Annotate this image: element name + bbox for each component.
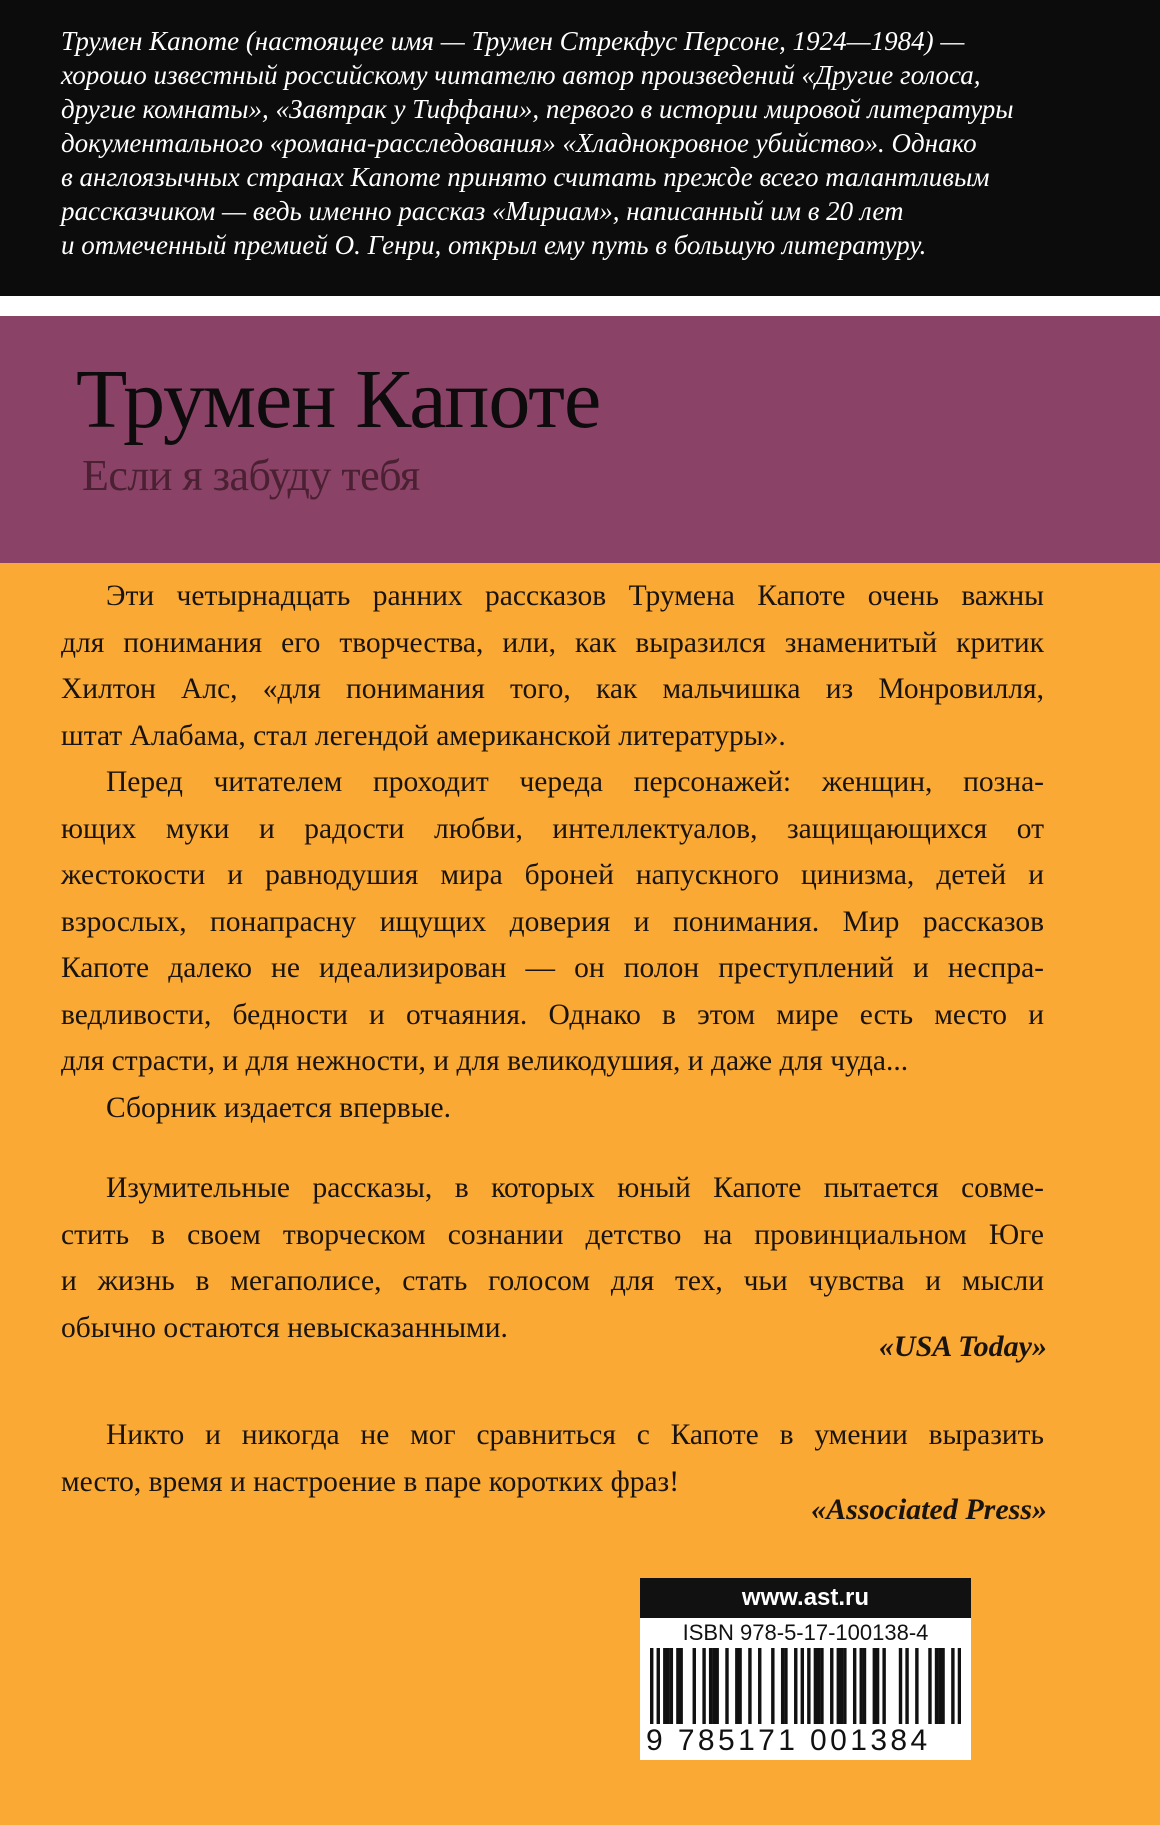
bio-line: хорошо известный российскому читателю автор произведений «Другие голоса, [61, 60, 981, 90]
quote-text [61, 1412, 1044, 1505]
bio-line: рассказчиком — ведь именно рассказ «Мириам», написанный им в 20 лет [61, 196, 904, 226]
barcode-bar [670, 1648, 673, 1726]
barcode-bar [938, 1648, 941, 1726]
description-paragraph [61, 759, 1044, 1085]
barcode-bar [873, 1648, 876, 1726]
barcode-bar [748, 1648, 751, 1726]
barcode-bar [843, 1648, 846, 1726]
barcode-bar [860, 1648, 863, 1726]
barcode-bar [709, 1648, 712, 1726]
barcode-bar [837, 1648, 840, 1726]
text-line: Сборник издается впервые. [106, 1091, 451, 1124]
text-line: Эти четырнадцать ранних рассказов Трумена Капоте очень важны [106, 580, 1044, 612]
text-line: Перед читателем проходит череда персонажей: женщин, позна- [106, 766, 1044, 798]
barcode-bar [758, 1648, 761, 1726]
barcode-bar [693, 1648, 696, 1726]
barcode-bar [820, 1648, 823, 1726]
text-line: ющих муки и радости любви, интеллектуалов, защищающихся от [61, 812, 1044, 845]
book-description [61, 573, 1044, 1131]
barcode-bar [676, 1648, 679, 1726]
barcode-bar [863, 1648, 866, 1726]
isbn-label: ISBN 978-5-17-100138-4 [682, 1620, 929, 1645]
barcode-bar [817, 1648, 820, 1726]
barcode-bar [905, 1648, 908, 1726]
barcode-bar [712, 1648, 715, 1726]
description-paragraph [61, 573, 1044, 759]
barcode-bar [794, 1648, 797, 1726]
bio-line: Трумен Капоте (настоящее имя — Трумен Стрекфус Персоне, 1924—1984) — [61, 26, 965, 56]
review-quote [61, 1412, 1044, 1505]
divider-stripe [0, 296, 1160, 316]
barcode-bar [830, 1648, 833, 1726]
text-line: Изумительные рассказы, в которых юный Капоте пытается совме- [106, 1172, 1044, 1204]
text-line: и жизнь в мегаполисе, стать голосом для тех, чьи чувства и мысли [61, 1265, 1044, 1297]
text-line: ведливости, бедности и отчаяния. Однако в этом мире есть место и [61, 998, 1044, 1031]
barcode-digits: 9 785171 001384 [646, 1724, 964, 1758]
barcode-bar [702, 1648, 705, 1726]
barcode-bar [735, 1648, 738, 1726]
barcode-bar [781, 1648, 784, 1726]
barcode-bar [814, 1648, 817, 1726]
bio-band [0, 0, 1160, 296]
author-bio [61, 24, 1101, 262]
quote-source: «USA Today» [878, 1330, 1047, 1363]
publisher-website: www.ast.ru [640, 1578, 971, 1618]
text-line: для понимания его творчества, или, как выразился знаменитый критик [61, 626, 1044, 659]
barcode-bar [663, 1648, 666, 1726]
review-quote [61, 1165, 1044, 1351]
text-line: Никто и никогда не мог сравниться с Капоте в умении выразить [106, 1419, 1044, 1451]
barcode-bar [876, 1648, 879, 1726]
barcode-bar [715, 1648, 718, 1726]
text-line: для страсти, и для нежности, и для великодушия, и даже для чуда... [61, 1045, 909, 1077]
barcode-bar [679, 1648, 682, 1726]
bio-line: другие комнаты», «Завтрак у Тиффани», первого в истории мировой литературы [61, 94, 1014, 124]
book-title: Если я забуду тебя [82, 451, 420, 500]
text-line: штат Алабама, стал легендой американской литературы». [61, 719, 786, 752]
barcode-bar [666, 1648, 669, 1726]
barcode-bar [840, 1648, 843, 1726]
text-line: взрослых, понапрасну ищущих доверия и понимания. Мир рассказов [61, 905, 1044, 938]
barcode-bar [853, 1648, 856, 1726]
quote-source: «Associated Press» [811, 1493, 1047, 1526]
text-line: стить в своем творческом сознании детство на провинциальном Юге [61, 1218, 1044, 1251]
barcode-bar [738, 1648, 741, 1726]
barcode-bar [928, 1648, 931, 1726]
text-line: обычно остаются невысказанными. [61, 1311, 508, 1344]
barcode-bar [935, 1648, 938, 1726]
author-name: Трумен Капоте [76, 353, 601, 446]
bio-line: и отмеченный премией О. Генри, открыл ему путь в большую литературу. [61, 230, 927, 260]
barcode-bar [915, 1648, 918, 1726]
bio-line: в англоязычных странах Капоте принято считать прежде всего талантливым [61, 162, 990, 192]
bio-line: документального «романа-расследования» «Хладнокровное убийство». Однако [61, 128, 977, 158]
text-line: Капоте далеко не идеализирован — он полон преступлений и неспра- [61, 952, 1044, 984]
barcode-block [640, 1578, 971, 1760]
barcode-bar [882, 1648, 885, 1726]
barcode-bar [899, 1648, 902, 1726]
barcode-bar [725, 1648, 728, 1726]
quote-text [61, 1165, 1044, 1351]
barcode-bar [784, 1648, 787, 1726]
barcode-bar [771, 1648, 774, 1726]
text-line: место, время и настроение в паре коротких фраз! [61, 1465, 680, 1498]
text-line: жестокости и равнодушия мира броней напускного цинизма, детей и [61, 859, 1044, 891]
description-paragraph [61, 1085, 1044, 1132]
text-line: Хилтон Алс, «для понимания того, как мальчишка из Монровилля, [61, 673, 1044, 705]
barcode-bar [941, 1648, 944, 1726]
